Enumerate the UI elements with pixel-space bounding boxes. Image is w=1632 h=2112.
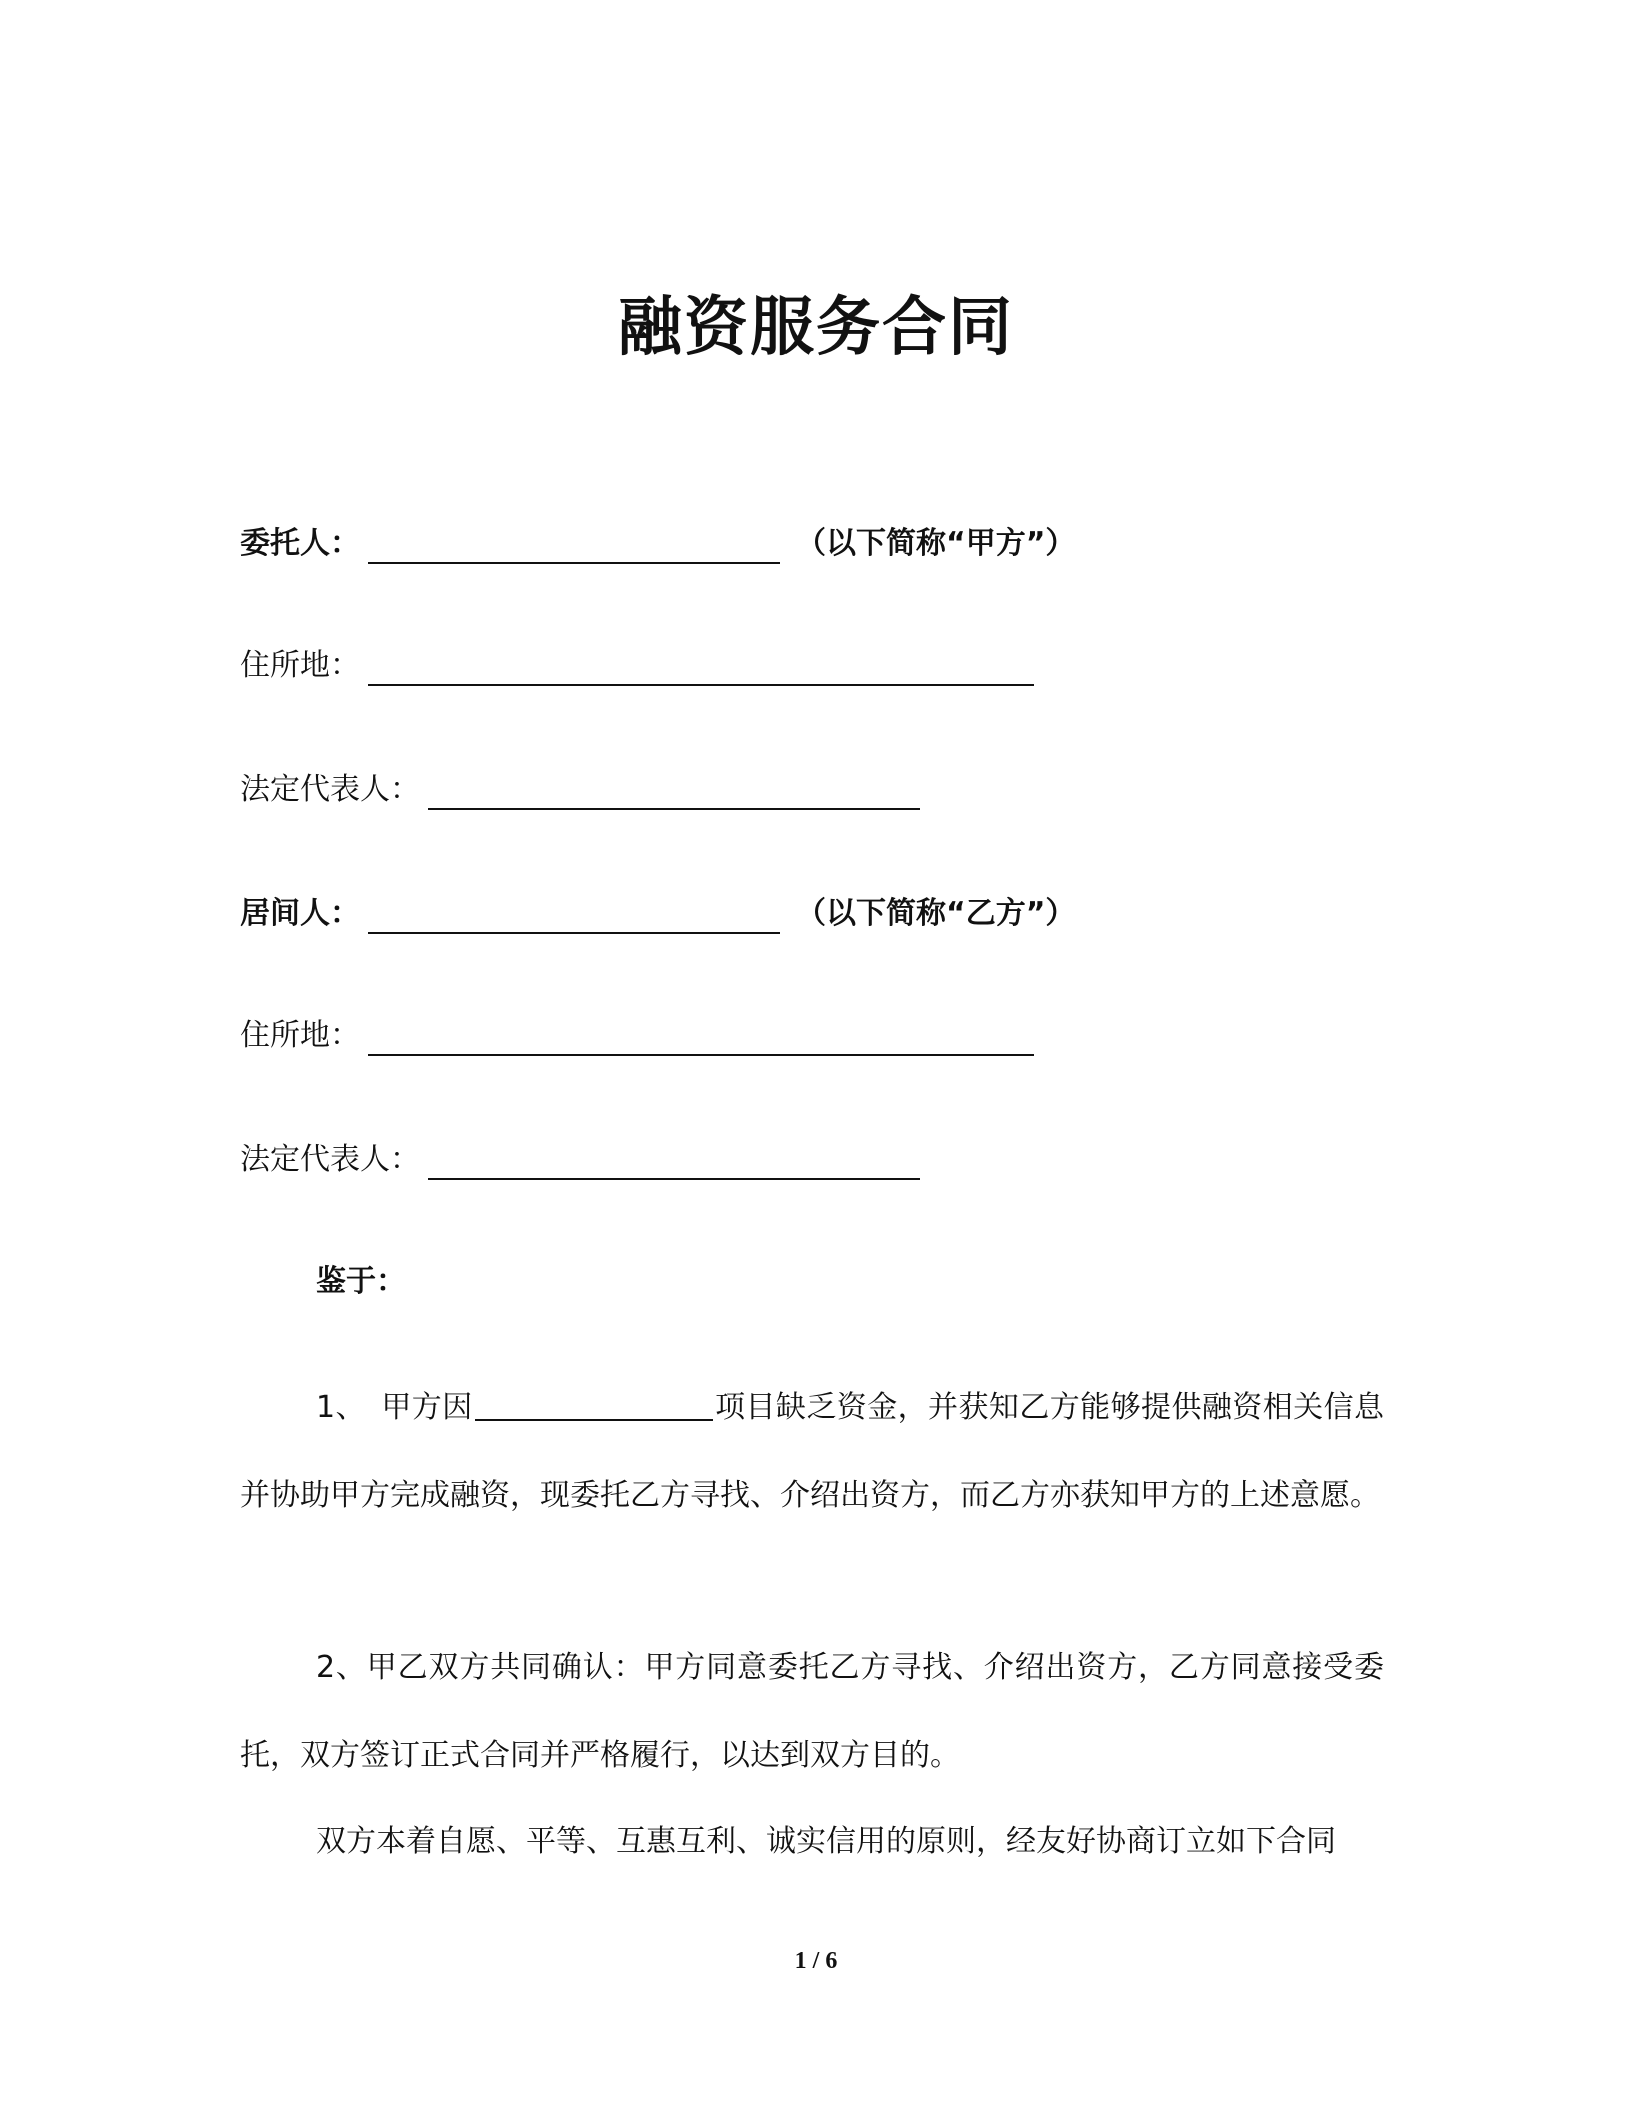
clause-1-prefix: 1、 甲方因 [316, 1390, 473, 1425]
principle-paragraph: 双方本着自愿、平等、互惠互利、诚实信用的原则，经友好协商订立如下合同 [316, 1824, 1336, 1859]
project-blank-line[interactable] [475, 1419, 713, 1421]
broker-blank-line[interactable] [368, 932, 780, 934]
party-b-address-blank-line[interactable] [368, 1054, 1034, 1056]
broker-field [240, 894, 1075, 934]
clause-2: 2、甲乙双方共同确认：甲方同意委托乙方寻找、介绍出资方，乙方同意接受委托，双方签订正式合同并严格履行，以达到双方目的。 [240, 1650, 1384, 1773]
party-b-rep-field [240, 1140, 920, 1180]
client-suffix: （以下简称“甲方”） [796, 526, 1076, 561]
whereas-heading: 鉴于： [316, 1264, 406, 1299]
party-a-address-field [240, 646, 1034, 686]
party-a-rep-field [240, 770, 920, 810]
clause-1-text: 项目缺乏资金，并获知乙方能够提供融资相关信息并协助甲方完成融资，现委托乙方寻找、介绍出资方，而乙方亦获知甲方的上述意愿。 [240, 1390, 1384, 1513]
party-b-address-label: 住所地： [240, 1018, 360, 1053]
client-blank-line[interactable] [368, 562, 780, 564]
party-b-address-field [240, 1016, 1034, 1056]
page-number: 1 / 6 [794, 1948, 838, 1974]
party-a-rep-blank-line[interactable] [428, 808, 920, 810]
clause-1 [240, 1364, 1384, 1540]
broker-label: 居间人： [240, 896, 360, 931]
party-b-rep-label: 法定代表人： [240, 1142, 420, 1177]
party-b-rep-blank-line[interactable] [428, 1178, 920, 1180]
client-field [240, 524, 1075, 564]
document-title: 融资服务合同 [618, 291, 1014, 365]
party-a-address-blank-line[interactable] [368, 684, 1034, 686]
client-label: 委托人： [240, 526, 360, 561]
party-a-rep-label: 法定代表人： [240, 772, 420, 807]
party-a-address-label: 住所地： [240, 648, 360, 683]
broker-suffix: （以下简称“乙方”） [796, 896, 1076, 931]
